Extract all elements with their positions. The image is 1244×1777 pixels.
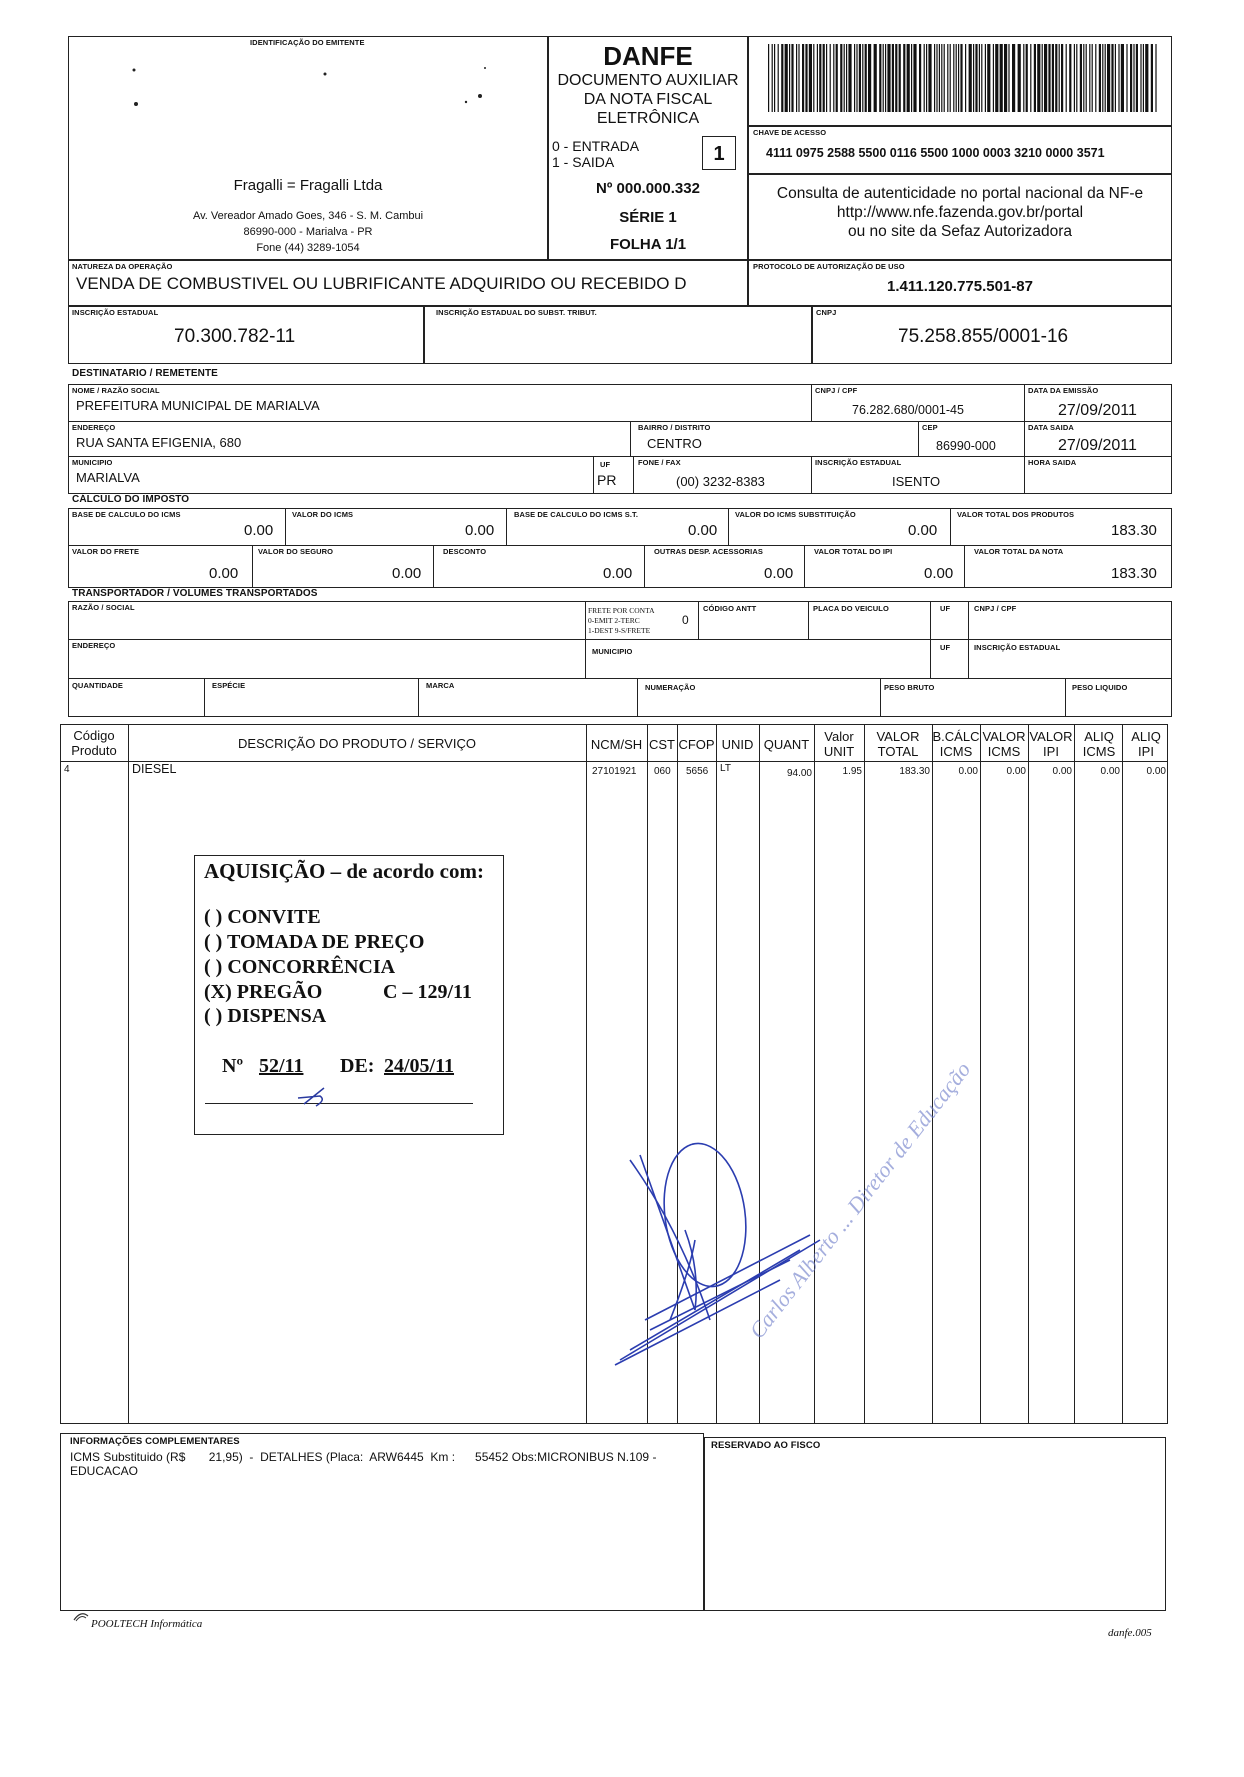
- dest-municipio-label: MUNICIPIO: [72, 458, 113, 467]
- barcode-bar: [859, 44, 861, 112]
- cnpj-value: 75.258.855/0001-16: [898, 326, 1069, 347]
- barcode-bar: [854, 44, 855, 112]
- transp-endereco-label: ENDEREÇO: [72, 641, 116, 650]
- danfe-tipo: 1: [713, 143, 725, 165]
- barcode-bar: [1076, 44, 1077, 112]
- col-vipi: VALOR IPI: [1029, 729, 1073, 759]
- dest-nome: PREFEITURA MUNICIPAL DE MARIALVA: [76, 398, 320, 413]
- barcode-bar: [1080, 44, 1082, 112]
- barcode-bar: [781, 44, 783, 112]
- transp-bruto-label: PESO BRUTO: [884, 683, 935, 692]
- barcode-bar: [813, 44, 814, 112]
- barcode-bar: [772, 44, 773, 112]
- barcode-bar: [965, 44, 966, 112]
- stamp-convite: ( ) CONVITE: [204, 906, 321, 928]
- col-vunit: Valor UNIT: [823, 729, 855, 759]
- barcode-bar: [785, 44, 788, 112]
- barcode-bar: [885, 44, 886, 112]
- barcode-bar: [969, 44, 972, 112]
- barcode-bar: [979, 44, 980, 112]
- imp-base-st-label: BASE DE CALCULO DO ICMS S.T.: [514, 510, 639, 519]
- barcode-bar: [868, 44, 871, 112]
- row-vipi: 0.00: [1052, 766, 1072, 777]
- danfe-saida: 1 - SAIDA: [552, 154, 615, 170]
- chave-value: 4111 0975 2588 5500 0116 5500 1000 0003 3210 0000 3571: [766, 146, 1105, 160]
- barcode-bar: [846, 44, 847, 112]
- imp-seguro: 0.00: [392, 565, 422, 582]
- dest-uf-label: UF: [600, 460, 611, 469]
- barcode-bar: [817, 44, 818, 112]
- handwritten-signature: [600, 1057, 976, 1370]
- fisco-label: RESERVADO AO FISCO: [711, 1440, 821, 1451]
- imp-total-nota-label: VALOR TOTAL DA NOTA: [974, 547, 1064, 556]
- row-unid: LT: [720, 763, 731, 774]
- barcode-bar: [865, 44, 867, 112]
- barcode-bar: [941, 44, 942, 112]
- row-codigo: 4: [64, 764, 70, 775]
- barcode-bar: [947, 44, 948, 112]
- dest-bairro: CENTRO: [647, 436, 702, 451]
- transp-antt-label: CÓDIGO ANTT: [703, 604, 757, 613]
- barcode-bar: [848, 44, 851, 112]
- stamp-data-prefix: DE:: [340, 1055, 375, 1077]
- barcode-bar: [1037, 44, 1040, 112]
- transp-frete-l1: FRETE POR CONTA: [588, 606, 655, 615]
- protocolo-label: PROTOCOLO DE AUTORIZAÇÃO DE USO: [753, 262, 905, 271]
- imp-desconto: 0.00: [603, 565, 633, 582]
- dest-cnpj: 76.282.680/0001-45: [852, 403, 964, 417]
- danfe-entrada: 0 - ENTRADA: [552, 138, 640, 154]
- imp-seguro-label: VALOR DO SEGURO: [258, 547, 334, 556]
- barcode-bar: [840, 44, 842, 112]
- barcode-bar: [903, 44, 905, 112]
- barcode-bar: [887, 44, 890, 112]
- consulta-line1: Consulta de autenticidade no portal nacional da NF-e: [776, 185, 1144, 202]
- barcode-bar: [993, 44, 994, 112]
- barcode-bar: [1118, 44, 1119, 112]
- barcode-bar: [778, 44, 779, 112]
- stamp-concorrencia: ( ) CONCORRÊNCIA: [204, 956, 396, 978]
- dest-endereco-label: ENDEREÇO: [72, 423, 116, 432]
- barcode-bar: [830, 44, 831, 112]
- footer-right: danfe.005: [1108, 1627, 1152, 1639]
- dest-ie: ISENTO: [892, 474, 941, 489]
- col-unid: UNID: [721, 737, 754, 752]
- barcode-bar: [1092, 44, 1093, 112]
- barcode-bar: [1143, 44, 1144, 112]
- barcode-bar: [1115, 44, 1116, 112]
- barcode-bar: [856, 44, 857, 112]
- stamp-numero: 52/11: [259, 1055, 304, 1077]
- imp-total-prod-label: VALOR TOTAL DOS PRODUTOS: [957, 510, 1075, 519]
- barcode-bar: [913, 44, 916, 112]
- barcode-bar: [1086, 44, 1087, 112]
- dest-ie-label: INSCRIÇÃO ESTADUAL: [815, 458, 902, 467]
- dest-endereco: RUA SANTA EFIGENIA, 680: [76, 435, 242, 450]
- emitente-logo-specks: [120, 60, 540, 110]
- barcode-bar: [907, 44, 910, 112]
- natureza-value: VENDA DE COMBUSTIVEL OU LUBRIFICANTE ADQUIRIDO OU RECEBIDO D: [76, 274, 687, 293]
- imp-outras-label: OUTRAS DESP. ACESSORIAS: [654, 547, 763, 556]
- barcode-bar: [791, 44, 793, 112]
- barcode-bar: [1061, 44, 1063, 112]
- danfe-title: DANFE: [603, 41, 693, 71]
- barcode-bar: [911, 44, 912, 112]
- col-aliq-icms: ALIQ ICMS: [1082, 729, 1116, 759]
- barcode-bar: [833, 44, 834, 112]
- barcode-bar: [956, 44, 957, 112]
- barcode-bar: [1000, 44, 1003, 112]
- barcode-bar: [939, 44, 940, 112]
- row-bcalc: 0.00: [958, 766, 978, 777]
- imp-desconto-label: DESCONTO: [443, 547, 487, 556]
- imp-frete-label: VALOR DO FRETE: [72, 547, 140, 556]
- barcode-bar: [958, 44, 959, 112]
- barcode-bar: [862, 44, 863, 112]
- barcode-bar: [1030, 44, 1031, 112]
- imposto-section: CÁLCULO DO IMPOSTO: [72, 494, 190, 505]
- barcode-bar: [944, 44, 945, 112]
- barcode-bar: [1018, 44, 1021, 112]
- transp-frete-l2: 0-EMIT 2-TERC: [588, 616, 640, 625]
- barcode-bar: [960, 44, 962, 112]
- row-ncm: 27101921: [592, 766, 637, 777]
- imp-total-nota: 183.30: [1111, 565, 1157, 582]
- barcode-bar: [1023, 44, 1024, 112]
- stamp-initials: [290, 1082, 350, 1112]
- col-cfop: CFOP: [678, 737, 715, 752]
- barcode-bar: [985, 44, 986, 112]
- barcode-bar: [796, 44, 797, 112]
- barcode-bar: [1130, 44, 1132, 112]
- row-aliq-icms: 0.00: [1100, 766, 1120, 777]
- transp-especie-label: ESPÉCIE: [212, 681, 246, 690]
- transp-cnpj-label: CNPJ / CPF: [974, 604, 1017, 613]
- barcode-bar: [1048, 44, 1050, 112]
- barcode-bar: [1055, 44, 1057, 112]
- row-cfop: 5656: [686, 766, 709, 777]
- barcode-bar: [819, 44, 821, 112]
- col-bcalc: B.CÁLC ICMS: [932, 729, 980, 759]
- barcode-bar: [879, 44, 881, 112]
- barcode-bar: [1026, 44, 1028, 112]
- row-vicms: 0.00: [1006, 766, 1026, 777]
- barcode-bar: [836, 44, 838, 112]
- barcode-bar: [826, 44, 827, 112]
- transp-frete-val: 0: [682, 613, 689, 627]
- col-descricao: DESCRIÇÃO DO PRODUTO / SERVIÇO: [238, 736, 476, 751]
- col-vtotal: VALOR TOTAL: [876, 729, 920, 759]
- stamp-data: 24/05/11: [384, 1055, 455, 1077]
- barcode-bar: [1044, 44, 1047, 112]
- barcode-bar: [1074, 44, 1075, 112]
- stamp-pregao: (X) PREGÃO: [204, 981, 323, 1003]
- imp-ipi-label: VALOR TOTAL DO IPI: [814, 547, 893, 556]
- dest-saida-label: DATA SAIDA: [1028, 423, 1074, 432]
- dest-saida: 27/09/2011: [1058, 437, 1137, 454]
- barcode-bar: [1145, 44, 1148, 112]
- imp-base-st: 0.00: [688, 522, 718, 539]
- dest-cep: 86990-000: [936, 439, 996, 453]
- barcode-bar: [1099, 44, 1101, 112]
- transp-marca-label: MARCA: [426, 681, 455, 690]
- imp-ipi: 0.00: [924, 565, 954, 582]
- stamp-numero-prefix: Nº: [222, 1055, 244, 1077]
- dest-fone-label: FONE / FAX: [638, 458, 681, 467]
- barcode-bar: [973, 44, 974, 112]
- dest-bairro-label: BAIRRO / DISTRITO: [638, 423, 711, 432]
- col-aliq-ipi: ALIQ IPI: [1131, 729, 1161, 759]
- barcode-bar: [1008, 44, 1009, 112]
- barcode-bar: [1136, 44, 1138, 112]
- protocolo-value: 1.411.120.775.501-87: [887, 278, 1033, 295]
- row-vunit: 1.95: [842, 766, 862, 777]
- barcode-bar: [1105, 44, 1106, 112]
- stamp-pregao-ref: C – 129/11: [383, 981, 472, 1003]
- barcode-bar: [895, 44, 897, 112]
- transp-liquido-label: PESO LIQUIDO: [1072, 683, 1128, 692]
- barcode-bar: [768, 44, 769, 112]
- barcode-bar: [1126, 44, 1127, 112]
- barcode-bar: [928, 44, 931, 112]
- barcode-bar: [975, 44, 977, 112]
- dest-emissao: 27/09/2011: [1058, 402, 1137, 419]
- barcode-bar: [1155, 44, 1156, 112]
- imp-valor-st: 0.00: [908, 522, 938, 539]
- footer-left: POOLTECH Informática: [91, 1618, 203, 1630]
- emitente-city: 86990-000 - Marialva - PR: [243, 226, 373, 238]
- dest-nome-label: NOME / RAZÃO SOCIAL: [72, 386, 160, 395]
- consulta-line2: http://www.nfe.fazenda.gov.br/portal: [836, 204, 1084, 221]
- barcode-bar: [934, 44, 935, 112]
- imp-frete: 0.00: [209, 565, 239, 582]
- transp-frete-l3: 1-DEST 9-S/FRETE: [588, 626, 651, 635]
- dest-fone: (00) 3232-8383: [676, 474, 765, 489]
- barcode-bar: [1121, 44, 1124, 112]
- barcode-bar: [919, 44, 921, 112]
- row-quant: 94.00: [786, 768, 812, 779]
- barcode-bar: [1151, 44, 1153, 112]
- barcode-bar: [899, 44, 901, 112]
- dest-uf: PR: [597, 472, 617, 488]
- barcode-bar: [924, 44, 925, 112]
- stamp-dispensa: ( ) DISPENSA: [204, 1005, 327, 1027]
- emitente-name: Fragalli = Fragalli Ltda: [233, 177, 383, 194]
- danfe-serie: SÉRIE 1: [619, 209, 677, 226]
- row-cst: 060: [654, 766, 671, 777]
- barcode-bar: [950, 44, 951, 112]
- barcode-bar: [844, 44, 845, 112]
- dest-cep-label: CEP: [922, 423, 938, 432]
- emitente-label: IDENTIFICAÇÃO DO EMITENTE: [250, 38, 365, 47]
- barcode-bar: [1133, 44, 1134, 112]
- dest-cnpj-label: CNPJ / CPF: [815, 386, 858, 395]
- transp-ie-label: INSCRIÇÃO ESTADUAL: [974, 643, 1061, 652]
- imp-total-prod: 183.30: [1111, 522, 1157, 539]
- danfe-subtitle: DOCUMENTO AUXILIAR DA NOTA FISCAL ELETRÔNICA: [557, 72, 739, 127]
- barcode-bar: [1004, 44, 1007, 112]
- consulta-line3: ou no site da Sefaz Autorizadora: [847, 223, 1073, 240]
- transp-section: TRANSPORTADOR / VOLUMES TRANSPORTADOS: [72, 588, 318, 599]
- stamp-tomada: ( ) TOMADA DE PREÇO: [204, 931, 425, 953]
- barcode-bar: [1102, 44, 1103, 112]
- barcode-bar: [981, 44, 982, 112]
- barcode-bar: [1059, 44, 1060, 112]
- barcode-bar: [802, 44, 804, 112]
- danfe-folha: FOLHA 1/1: [609, 236, 687, 253]
- natureza-label: NATUREZA DA OPERAÇÃO: [72, 262, 173, 271]
- barcode-bar: [883, 44, 884, 112]
- imp-base-icms: 0.00: [244, 522, 274, 539]
- info-label: INFORMAÇÕES COMPLEMENTARES: [70, 1436, 240, 1447]
- barcode-bar: [805, 44, 807, 112]
- imp-valor-st-label: VALOR DO ICMS SUBSTITUIÇÃO: [735, 510, 856, 519]
- barcode-bar: [874, 44, 877, 112]
- stamp-title: AQUISIÇÃO – de acordo com:: [204, 859, 484, 883]
- info-line2: EDUCACAO: [70, 1464, 139, 1478]
- fisco-box: [704, 1437, 1166, 1611]
- barcode-bar: [926, 44, 927, 112]
- signature-stamp-text: Carlos Alberto ... Diretor de Educação: [744, 1057, 976, 1344]
- dest-hora-label: HORA SAIDA: [1028, 458, 1077, 467]
- barcode-bar: [1111, 44, 1113, 112]
- emitente-phone: Fone (44) 3289-1054: [256, 242, 360, 254]
- row-descricao: DIESEL: [132, 762, 177, 776]
- barcode-bar: [1034, 44, 1036, 112]
- barcode-bar: [1095, 44, 1096, 112]
- barcode-bar: [1140, 44, 1141, 112]
- imp-base-icms-label: BASE DE CALCULO DO ICMS: [72, 510, 181, 519]
- barcode-bar: [809, 44, 812, 112]
- imp-valor-icms: 0.00: [465, 522, 495, 539]
- row-vtotal: 183.30: [899, 766, 930, 777]
- barcode-bar: [823, 44, 825, 112]
- barcode-bar: [1083, 44, 1084, 112]
- col-cst: CST: [649, 737, 675, 752]
- chave-label: CHAVE DE ACESSO: [753, 128, 827, 137]
- barcode-bar: [987, 44, 990, 112]
- ie-st-label: INSCRIÇÃO ESTADUAL DO SUBST. TRIBUT.: [436, 308, 597, 317]
- emitente-address: Av. Vereador Amado Goes, 346 - S. M. Cambui: [192, 210, 424, 222]
- barcode: [768, 44, 1158, 112]
- destinatario-section: DESTINATARIO / REMETENTE: [72, 368, 218, 379]
- transp-razao-label: RAZÃO / SOCIAL: [72, 603, 135, 612]
- barcode-bar: [1042, 44, 1043, 112]
- imp-valor-icms-label: VALOR DO ICMS: [292, 510, 354, 519]
- ie-label: INSCRIÇÃO ESTADUAL: [72, 308, 159, 317]
- transp-municipio-label: MUNICIPIO: [592, 647, 633, 656]
- barcode-bar: [1052, 44, 1054, 112]
- transp-numeracao-label: NUMERAÇÃO: [645, 683, 696, 692]
- row-aliq-ipi: 0.00: [1146, 766, 1166, 777]
- col-quant: QUANT: [763, 737, 810, 752]
- barcode-bar: [1089, 44, 1090, 112]
- col-codigo: Código Produto: [71, 728, 117, 758]
- barcode-bar: [953, 44, 954, 112]
- barcode-bar: [798, 44, 799, 112]
- barcode-bar: [892, 44, 894, 112]
- danfe-numero: Nº 000.000.332: [596, 180, 700, 197]
- imp-outras: 0.00: [764, 565, 794, 582]
- cnpj-label: CNPJ: [816, 308, 837, 317]
- barcode-bar: [1012, 44, 1015, 112]
- barcode-bar: [1069, 44, 1071, 112]
- barcode-bar: [1107, 44, 1110, 112]
- barcode-bar: [789, 44, 790, 112]
- transp-uf2-label: UF: [940, 643, 951, 652]
- transp-quantidade-label: QUANTIDADE: [72, 681, 123, 690]
- col-vicms: VALOR ICMS: [982, 729, 1026, 759]
- barcode-bar: [1066, 44, 1067, 112]
- dest-emissao-label: DATA DA EMISSÃO: [1028, 386, 1099, 395]
- col-ncm: NCM/SH: [590, 737, 643, 752]
- barcode-bar: [936, 44, 937, 112]
- transp-uf-label: UF: [940, 604, 951, 613]
- transp-placa-label: PLACA DO VEICULO: [813, 604, 889, 613]
- barcode-bar: [995, 44, 998, 112]
- dest-municipio: MARIALVA: [76, 470, 140, 485]
- info-line1: ICMS Substituido (R$ 21,95) - DETALHES (Placa: ARW6445 Km : 55452 Obs:MICRONIBUS N.109 -: [70, 1450, 657, 1464]
- pooltech-logo-icon: [73, 1609, 89, 1621]
- barcode-bar: [774, 44, 775, 112]
- ie-value: 70.300.782-11: [174, 326, 296, 347]
